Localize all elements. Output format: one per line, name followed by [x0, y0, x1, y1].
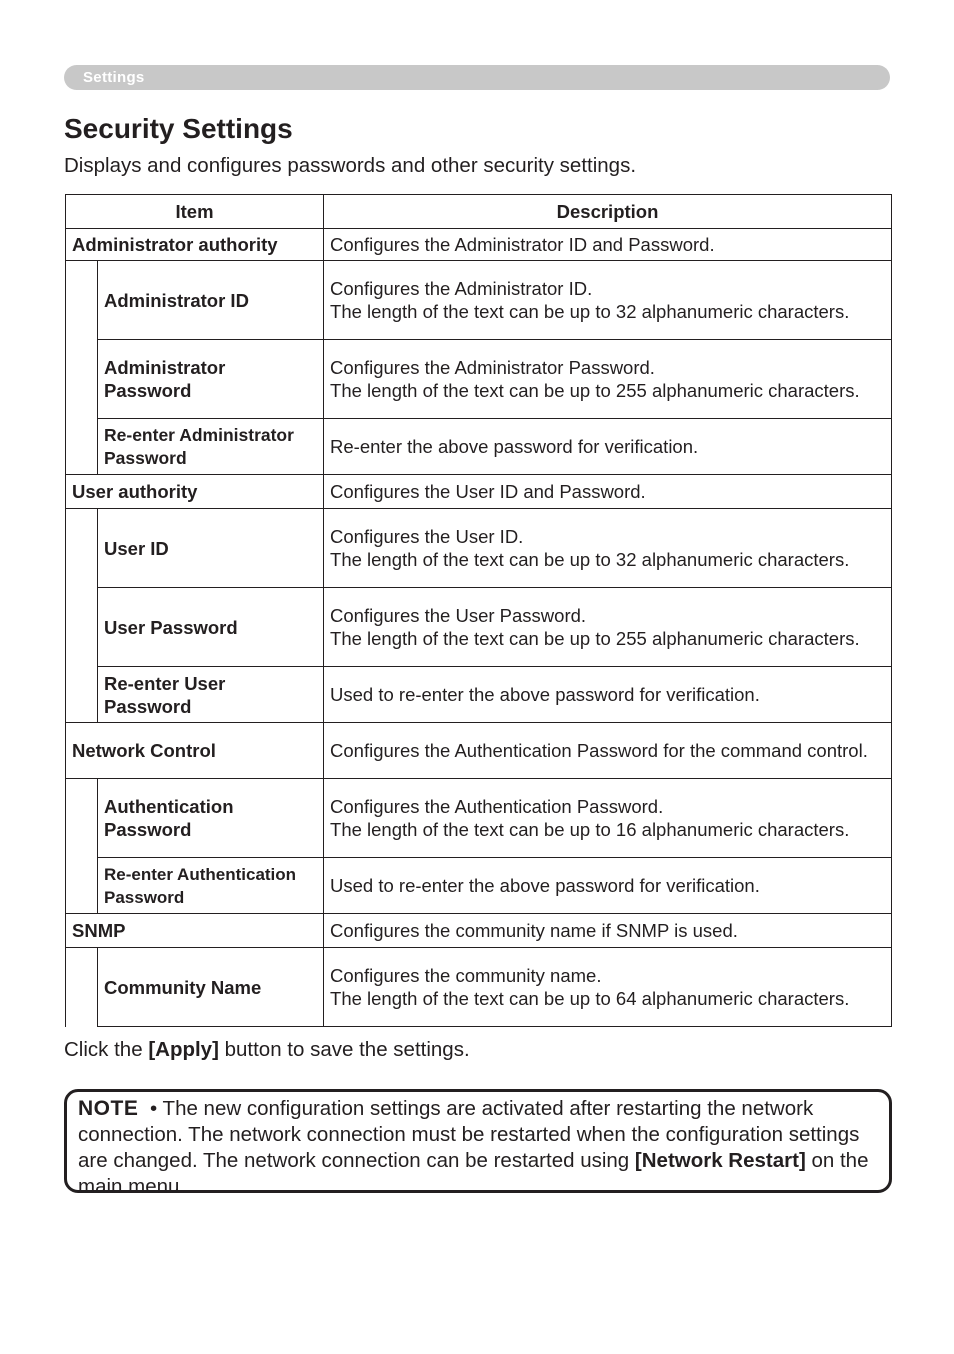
description-line: The length of the text can be up to 32 alphanumeric characters. [330, 301, 850, 322]
description-line: The length of the text can be up to 255 alphanumeric characters. [330, 380, 860, 401]
description-line: Configures the Administrator Password. [330, 357, 655, 378]
row-item: Authentication Password [98, 779, 324, 858]
row-item: Administrator ID [98, 261, 324, 340]
description-line: Used to re-enter the above password for verification. [330, 875, 760, 896]
network-restart-menu-ref: [Network Restart] [634, 1149, 806, 1172]
row-description [324, 509, 892, 588]
indent-cell [66, 779, 98, 914]
row-description [324, 723, 892, 779]
row-description [324, 261, 892, 340]
description-line: Used to re-enter the above password for verification. [330, 684, 760, 705]
table-row [66, 340, 892, 419]
row-item: Administrator authority [66, 229, 324, 261]
row-description [324, 779, 892, 858]
row-description [324, 858, 892, 914]
row-description [324, 475, 892, 509]
row-item: Community Name [98, 948, 324, 1027]
indent-cell [66, 261, 98, 475]
note-box [64, 1089, 892, 1198]
section-header-bar [64, 65, 890, 90]
table-row [66, 667, 892, 723]
description-line: The length of the text can be up to 16 alphanumeric characters. [330, 819, 850, 840]
description-line: Configures the Administrator ID. [330, 278, 593, 299]
row-description [324, 948, 892, 1027]
description-column-header: Description [324, 195, 892, 229]
note-text: • The new configuration settings are activated after restarting the network connection. The network connection must be restarted when the configuration settings are changed. The network connection can be restarted using [78, 1097, 860, 1172]
indent-cell [66, 509, 98, 723]
table-row [66, 858, 892, 914]
description-line: Re-enter the above password for verification. [330, 436, 699, 457]
section-label: Settings [83, 69, 145, 86]
table-row [66, 475, 892, 509]
description-line: The length of the text can be up to 64 alphanumeric characters. [330, 988, 850, 1009]
note-label: NOTE [78, 1097, 139, 1120]
security-settings-table [65, 194, 892, 1027]
row-item: User Password [98, 588, 324, 667]
table-row [66, 588, 892, 667]
row-description [324, 419, 892, 475]
table-header-row [66, 195, 892, 229]
description-line: Configures the community name. [330, 965, 602, 986]
apply-suffix: button to save the settings. [218, 1038, 470, 1061]
description-line: Configures the community name if SNMP is used. [330, 920, 738, 941]
table-row [66, 723, 892, 779]
apply-button-ref: [Apply] [148, 1038, 219, 1061]
page-title: Security Settings [64, 113, 293, 144]
row-item: User ID [98, 509, 324, 588]
description-line: Configures the Authentication Password. [330, 796, 664, 817]
row-description [324, 340, 892, 419]
indent-cell [66, 948, 98, 1027]
table-row [66, 779, 892, 858]
row-item: User authority [66, 475, 324, 509]
intro-text: Displays and configures passwords and other security settings. [64, 154, 637, 177]
description-line: The length of the text can be up to 32 alphanumeric characters. [330, 549, 850, 570]
description-line: Configures the Administrator ID and Password. [330, 234, 715, 255]
item-column-header: Item [66, 195, 324, 229]
row-description [324, 667, 892, 723]
row-description [324, 229, 892, 261]
row-description [324, 914, 892, 948]
table-row [66, 509, 892, 588]
apply-prefix: Click the [64, 1038, 149, 1061]
table-row [66, 948, 892, 1027]
row-item: Re-enter User Password [98, 667, 324, 723]
apply-instruction [64, 1038, 470, 1062]
description-line: Configures the User ID. [330, 526, 524, 547]
description-line: The length of the text can be up to 255 alphanumeric characters. [330, 628, 860, 649]
table-row [66, 419, 892, 475]
row-description [324, 588, 892, 667]
row-item: Network Control [66, 723, 324, 779]
row-item: Re-enter Authentication Password [98, 858, 324, 914]
note-suffix: on the main menu. [78, 1149, 869, 1198]
row-item: SNMP [66, 914, 324, 948]
table-row [66, 261, 892, 340]
table-row [66, 229, 892, 261]
row-item: Administrator Password [98, 340, 324, 419]
description-line: Configures the Authentication Password for the command control. [330, 740, 868, 761]
description-line: Configures the User Password. [330, 605, 587, 626]
description-line: Configures the User ID and Password. [330, 481, 646, 502]
row-item: Re-enter Administrator Password [98, 419, 324, 475]
table-row [66, 914, 892, 948]
